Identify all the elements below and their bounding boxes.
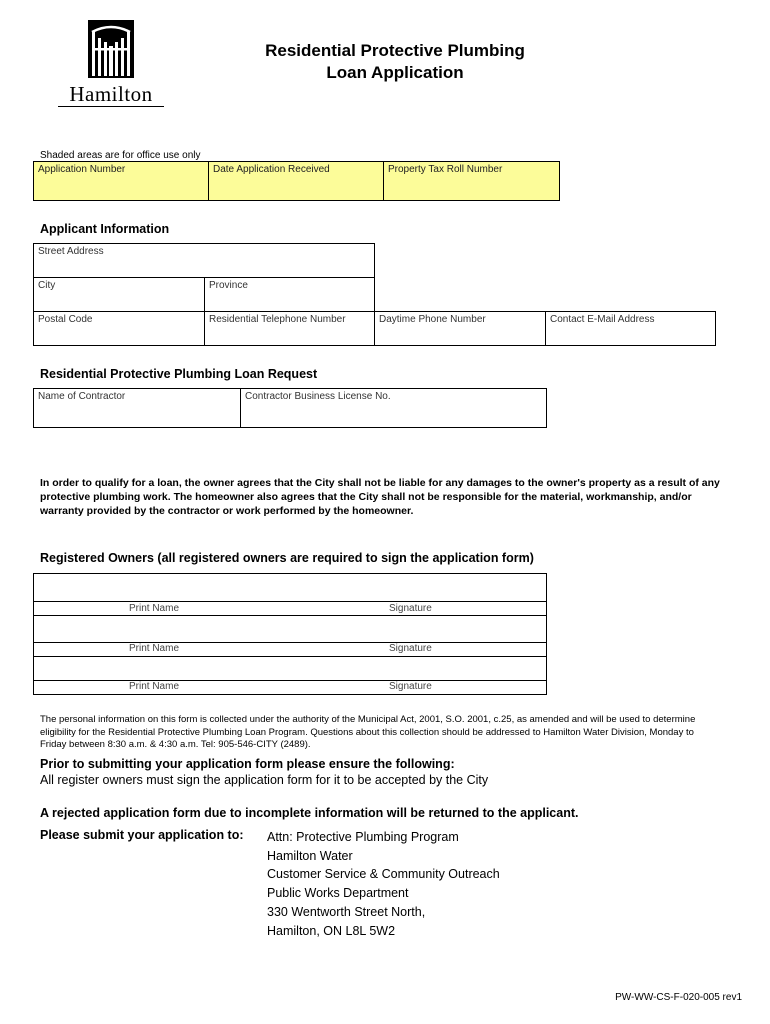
signature-label-2: Signature xyxy=(389,643,432,654)
loan-request-heading: Residential Protective Plumbing Loan Request xyxy=(40,367,318,381)
address-line: 330 Wentworth Street North, xyxy=(267,904,426,919)
residential-phone-field[interactable]: Residential Telephone Number xyxy=(204,311,375,346)
signature-label-1: Signature xyxy=(389,603,432,614)
agreement-text: In order to qualify for a loan, the owner agrees that the City shall not be liable for any damages to the owner's property as a result of any protective plumbing work. The homeowner also agrees that the City shall not be responsible for the material, workmanship, and/or warranty provided by the contractor or work performed by the homeowner. xyxy=(40,477,720,517)
form-code: PW-WW-CS-F-020-005 rev1 xyxy=(615,992,742,1003)
street-address-field[interactable]: Street Address xyxy=(33,243,375,278)
owner-separator xyxy=(34,601,546,602)
daytime-phone-field[interactable]: Daytime Phone Number xyxy=(374,311,546,346)
email-field[interactable]: Contact E-Mail Address xyxy=(545,311,716,346)
print-name-label-3: Print Name xyxy=(129,681,180,692)
hamilton-logo-icon xyxy=(56,18,166,82)
print-name-label-1: Print Name xyxy=(129,603,180,614)
mailing-address xyxy=(267,828,500,940)
owners-heading: Registered Owners (all registered owners are required to sign the application form) xyxy=(40,551,534,565)
owner-separator xyxy=(34,642,546,643)
rejected-notice: A rejected application form due to incomplete information will be returned to the applicant. xyxy=(40,806,579,820)
page-title xyxy=(200,40,590,84)
contractor-name-field[interactable]: Name of Contractor xyxy=(33,388,241,428)
print-name-label-2: Print Name xyxy=(129,643,180,654)
tax-roll-number-field[interactable]: Property Tax Roll Number xyxy=(383,161,560,201)
title-line-1: Residential Protective Plumbing xyxy=(265,41,525,60)
province-field[interactable]: Province xyxy=(204,277,375,312)
submit-label: Please submit your application to: xyxy=(40,828,244,842)
city-field[interactable]: City xyxy=(33,277,205,312)
owner-separator xyxy=(34,680,546,681)
address-line: Attn: Protective Plumbing Program xyxy=(267,830,459,844)
contractor-license-field[interactable]: Contractor Business License No. xyxy=(240,388,547,428)
signature-label-3: Signature xyxy=(389,681,432,692)
postal-code-field[interactable]: Postal Code xyxy=(33,311,205,346)
logo-underline xyxy=(58,106,164,107)
address-line: Customer Service & Community Outreach xyxy=(267,867,500,882)
owner-separator xyxy=(34,615,546,616)
hamilton-logo xyxy=(56,18,166,110)
applicant-heading: Applicant Information xyxy=(40,222,170,236)
owners-signature-box xyxy=(33,573,547,695)
office-use-note: Shaded areas are for office use only xyxy=(40,150,201,161)
owner-separator xyxy=(34,656,546,657)
address-line: Public Works Department xyxy=(267,886,409,901)
prior-title: Prior to submitting your application form please ensure the following: xyxy=(40,757,455,771)
logo-wordmark: Hamilton xyxy=(69,82,153,106)
prior-text: All register owners must sign the application form for it to be accepted by the City xyxy=(40,773,489,787)
date-received-field[interactable]: Date Application Received xyxy=(208,161,384,201)
application-number-field[interactable]: Application Number xyxy=(33,161,209,201)
title-line-2: Loan Application xyxy=(326,63,464,82)
address-line: Hamilton, ON L8L 5W2 xyxy=(267,923,396,938)
privacy-notice: The personal information on this form is collected under the authority of the Municipal Act, 2001, S.O. 2001, c.25, as amended and will be used to determine eligibility for the Residential Protective Plumbing Loan Program. Questions about this collection should be addressed to Hamilton Water Division, Monday to Friday between 8:30 a.m. & 4:30 a.m. Tel: 905-546-CITY (2489). xyxy=(40,714,696,750)
address-line: Hamilton Water xyxy=(267,848,353,863)
